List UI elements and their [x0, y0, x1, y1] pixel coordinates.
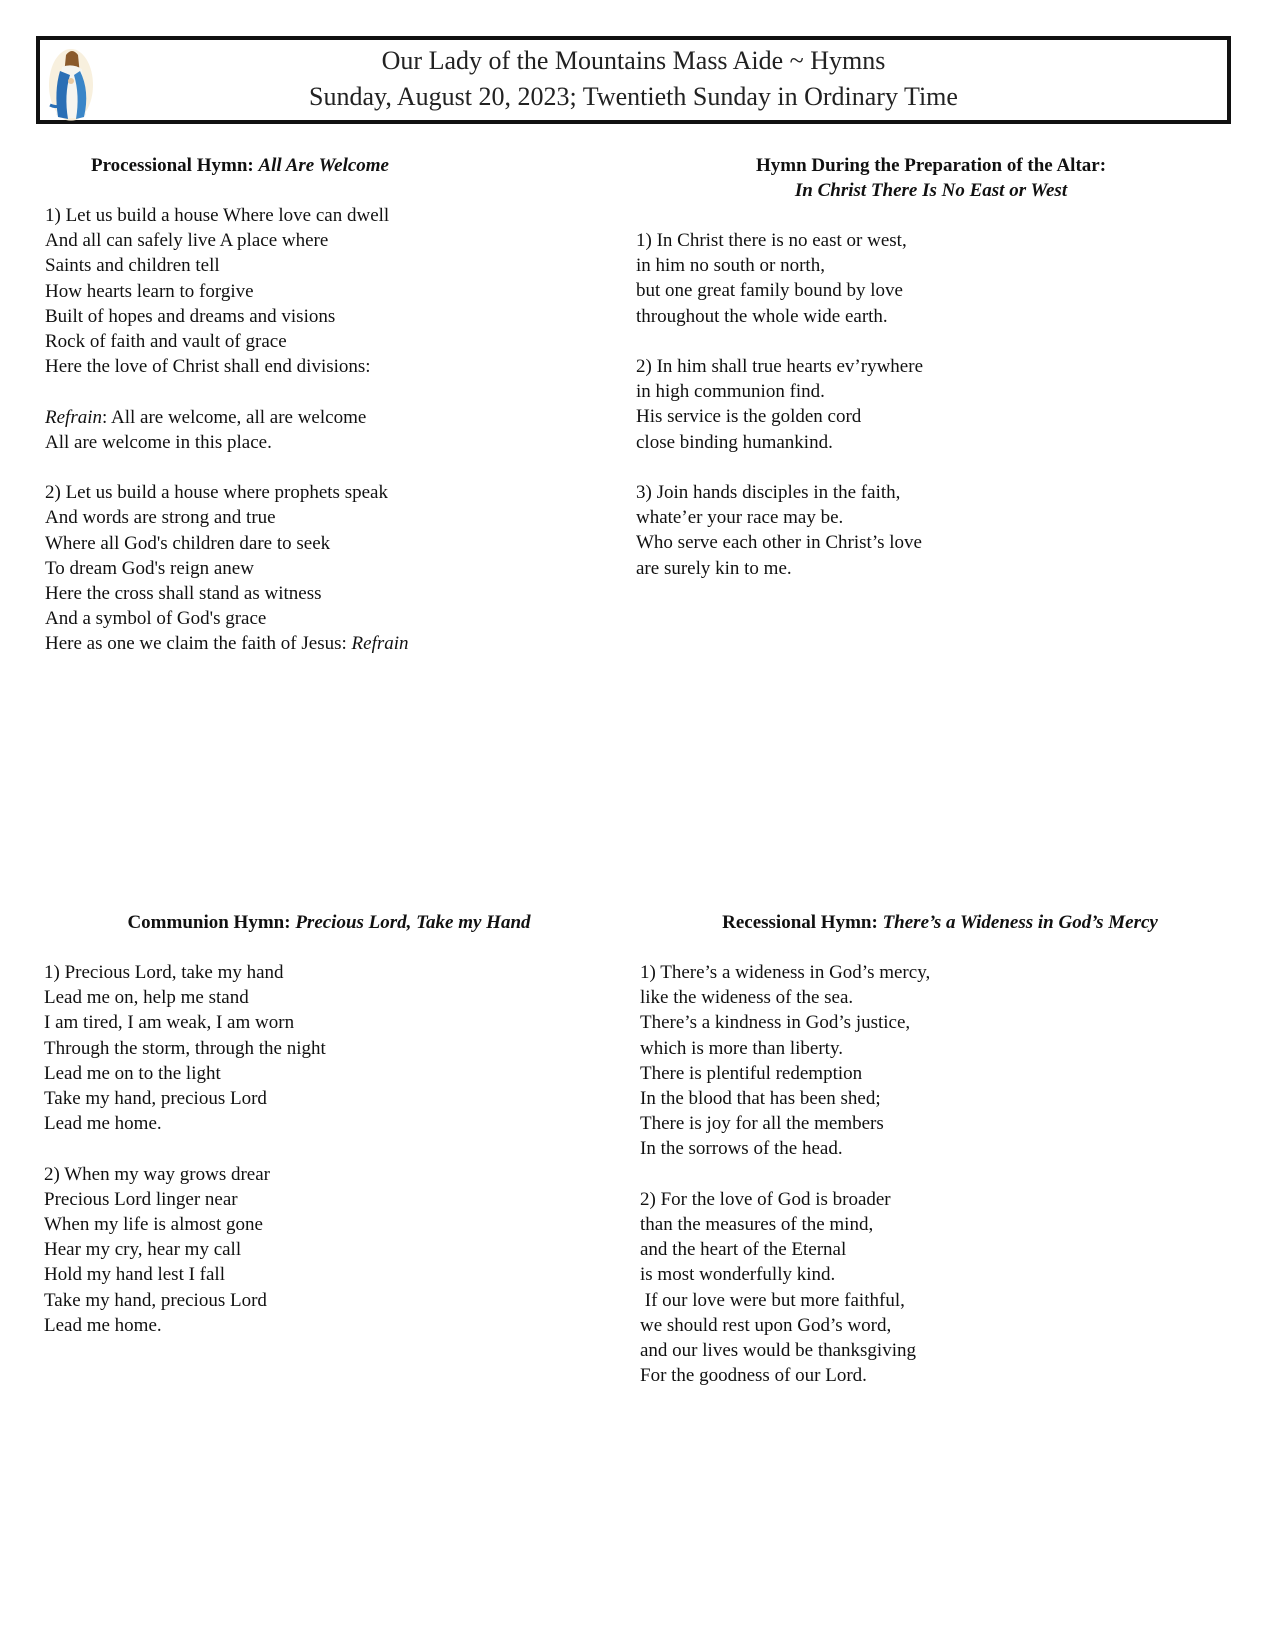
recessional-heading — [640, 910, 1240, 935]
lyric-line: Precious Lord linger near — [44, 1188, 238, 1210]
lyric-line — [45, 405, 565, 430]
lyric-line: To dream God's reign anew — [45, 557, 254, 579]
lyric-text: Here as one we claim the faith of Jesus: — [45, 633, 352, 655]
preparation-heading — [636, 153, 1226, 203]
lyric-line: in high communion find. — [636, 381, 825, 403]
lyric-line: 3) Join hands disciples in the faith, — [636, 482, 901, 503]
page-title: Our Lady of the Mountains Mass Aide ~ Hymns — [381, 46, 886, 75]
lyric-line: 1) There’s a wideness in God’s mercy, — [640, 962, 931, 983]
lyric-line: And a symbol of God's grace — [45, 608, 267, 630]
lyric-line: If our love were but more faithful, — [640, 1289, 905, 1311]
lyric-line: than the measures of the mind, — [640, 1214, 874, 1236]
lyric-line: Lead me home. — [44, 1314, 162, 1336]
communion-heading — [44, 910, 584, 935]
header-box — [36, 36, 1231, 124]
verse — [636, 480, 1226, 581]
lyric-line: are surely kin to me. — [636, 557, 792, 579]
lyric-line: In the sorrows of the head. — [640, 1138, 843, 1160]
lyric-line: 1) Precious Lord, take my hand — [44, 962, 284, 983]
lyric-line: Hear my cry, hear my call — [44, 1239, 242, 1261]
lyric-line: Saints and children tell — [45, 255, 220, 277]
verse — [45, 480, 565, 656]
verse — [636, 354, 1226, 455]
lyric-line: throughout the whole wide earth. — [636, 305, 888, 327]
processional-label: Processional Hymn: — [90, 155, 259, 176]
verse — [44, 960, 584, 1136]
lyric-line: and our lives would be thanksgiving — [640, 1340, 916, 1362]
recessional-label: Recessional Hymn: — [722, 912, 883, 933]
lyric-line: When my life is almost gone — [44, 1214, 263, 1236]
lyric-line: Lead me home. — [44, 1113, 162, 1135]
lyric-line: which is more than liberty. — [640, 1037, 843, 1059]
lyric-line: Where all God's children dare to seek — [45, 532, 331, 554]
verse — [640, 1187, 1240, 1389]
lyric-line: Lead me on to the light — [44, 1062, 221, 1084]
lyric-line: How hearts learn to forgive — [45, 280, 254, 302]
lyric-line: In the blood that has been shed; — [640, 1088, 881, 1110]
lyric-line: I am tired, I am weak, I am worn — [44, 1012, 295, 1034]
lyric-line: There is plentiful redemption — [640, 1062, 863, 1084]
lyric-line: Here the cross shall stand as witness — [45, 583, 322, 605]
lyric-line: Take my hand, precious Lord — [44, 1088, 267, 1110]
processional-title: All Are Welcome — [258, 155, 389, 176]
processional-heading — [45, 153, 565, 178]
preparation-hymn — [636, 153, 1226, 581]
verse — [45, 203, 565, 379]
processional-lyrics — [45, 203, 565, 657]
verse — [44, 1162, 584, 1338]
preparation-label: Hymn During the Preparation of the Altar: — [755, 155, 1107, 176]
refrain-text: : All are welcome, all are welcome — [102, 406, 367, 428]
lyric-line: 2) Let us build a house where prophets speak — [45, 482, 388, 504]
lyric-line: Hold my hand lest I fall — [44, 1264, 225, 1286]
lyric-line: And words are strong and true — [45, 507, 276, 529]
lyric-line: For the goodness of our Lord. — [640, 1365, 867, 1387]
verse — [640, 960, 1240, 1162]
lyric-line: 1) In Christ there is no east or west, — [636, 230, 907, 251]
lyric-line: and the heart of the Eternal — [640, 1239, 847, 1261]
refrain-label: Refrain — [45, 406, 102, 428]
lyric-line: is most wonderfully kind. — [640, 1264, 836, 1286]
refrain — [45, 405, 565, 455]
lyric-line: His service is the golden cord — [636, 406, 862, 428]
preparation-lyrics — [636, 228, 1226, 581]
lyric-line: but one great family bound by love — [636, 280, 903, 302]
lyric-line: Take my hand, precious Lord — [44, 1289, 267, 1311]
refrain-label: Refrain — [351, 633, 409, 655]
lyric-line: in him no south or north, — [636, 255, 825, 277]
processional-hymn — [45, 153, 565, 657]
lyric-line: Here the love of Christ shall end divisions: — [45, 356, 371, 378]
lyric-line — [45, 631, 565, 656]
lyric-line: Lead me on, help me stand — [44, 987, 249, 1009]
lyric-line: There is joy for all the members — [640, 1113, 884, 1135]
preparation-title: In Christ There Is No East or West — [794, 180, 1068, 201]
lyric-line: close binding humankind. — [636, 431, 833, 453]
lyric-line: Built of hopes and dreams and visions — [45, 305, 336, 327]
lyric-line: 1) Let us build a house Where love can dwell — [45, 205, 390, 226]
lyric-line: 2) When my way grows drear — [44, 1163, 270, 1185]
lyric-line: There’s a kindness in God’s justice, — [640, 1012, 911, 1034]
recessional-title: There’s a Wideness in God’s Mercy — [882, 912, 1158, 933]
lyric-line: 2) In him shall true hearts ev’rywhere — [636, 356, 924, 377]
recessional-lyrics — [640, 960, 1240, 1388]
lyric-line: we should rest upon God’s word, — [640, 1314, 892, 1336]
lyric-line: 2) For the love of God is broader — [640, 1188, 891, 1210]
lyric-line: Through the storm, through the night — [44, 1037, 326, 1059]
verse — [636, 228, 1226, 329]
recessional-hymn — [640, 910, 1240, 1388]
communion-title: Precious Lord, Take my Hand — [295, 912, 531, 933]
communion-label: Communion Hymn: — [127, 912, 296, 933]
communion-hymn — [44, 910, 584, 1338]
lyric-line: whate’er your race may be. — [636, 507, 844, 529]
page-subtitle: Sunday, August 20, 2023; Twentieth Sunday in Ordinary Time — [309, 82, 958, 111]
lyric-line: All are welcome in this place. — [45, 431, 272, 453]
lyric-line: Who serve each other in Christ’s love — [636, 532, 922, 554]
lyric-line: And all can safely live A place where — [45, 230, 329, 252]
lyric-line: like the wideness of the sea. — [640, 987, 854, 1009]
lyric-line: Rock of faith and vault of grace — [45, 331, 287, 353]
communion-lyrics — [44, 960, 584, 1338]
